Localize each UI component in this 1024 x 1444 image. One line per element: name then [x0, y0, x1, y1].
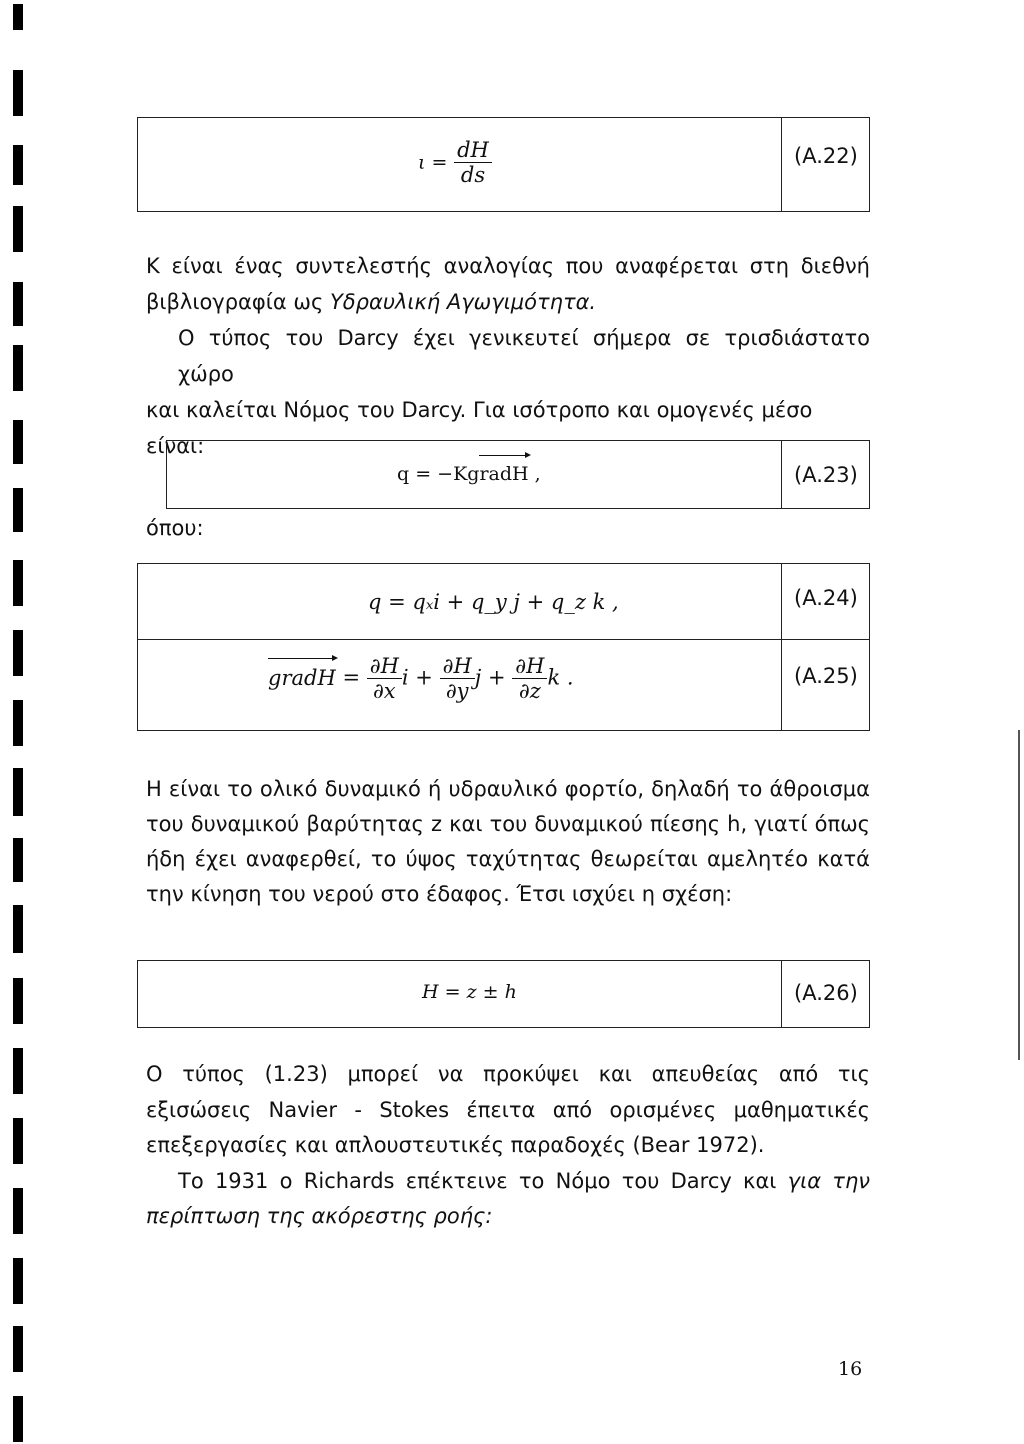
text-line: Κ είναι ένας συντελεστής αναλογίας που αναφέρεται στη διεθνή — [146, 254, 870, 278]
fraction — [512, 654, 547, 704]
equation-a23 — [397, 463, 541, 485]
fraction — [454, 138, 492, 188]
binding-mark — [13, 70, 23, 116]
binding-mark — [13, 1188, 23, 1234]
binding-mark — [13, 1326, 23, 1372]
fraction-numerator: ∂H — [512, 654, 547, 679]
fraction — [367, 654, 402, 704]
binding-mark — [13, 206, 23, 252]
paragraph-hydraulic-conductivity — [146, 248, 870, 464]
margin-rule — [1018, 730, 1020, 1060]
overline — [479, 455, 528, 456]
binding-mark — [13, 488, 23, 532]
fraction-numerator: ∂H — [440, 654, 475, 679]
binding-mark — [13, 4, 23, 30]
fraction — [440, 654, 475, 704]
equation-box-a23 — [166, 440, 870, 509]
binding-mark — [13, 978, 23, 1024]
fraction-denominator: ∂z — [518, 679, 541, 704]
text-line — [146, 284, 870, 320]
vector-arrow — [268, 658, 336, 659]
fraction-denominator: ds — [460, 163, 486, 188]
equation-number: (A.23) — [794, 463, 858, 487]
unit-vector-term: j + — [474, 665, 506, 690]
equation-box-a24-a25 — [137, 563, 870, 731]
gradient-term: gradH — [467, 463, 529, 485]
binding-mark — [13, 1118, 23, 1164]
equation-a22 — [418, 138, 492, 188]
paragraph-navier-stokes — [146, 1057, 870, 1235]
text-line: Ο τύπος (1.23) μπορεί να προκύψει και απευθείας από τις — [146, 1062, 870, 1086]
text-line: την κίνηση του νερού στο έδαφος. Έτσι ισχύει η σχέση: — [146, 882, 733, 906]
equation-number: (A.22) — [794, 144, 858, 168]
equation-separator — [781, 441, 782, 508]
binding-mark — [13, 282, 23, 326]
text-line: ήδη έχει αναφερθεί, το ύψος ταχύτητας θεωρείται αμελητέο κατά — [146, 847, 870, 871]
equation-separator — [781, 564, 782, 730]
emphasized-term: Υδραυλική Αγωγιμότητα. — [329, 290, 597, 314]
text-line — [146, 1164, 870, 1200]
equation-number: (A.26) — [794, 981, 858, 1005]
text-line: εξισώσεις Navier - Stokes έπειτα από ορισμένες μαθηματικές — [146, 1097, 870, 1122]
equation-separator — [781, 961, 782, 1027]
binding-mark — [13, 700, 23, 746]
equation-tail: , — [528, 463, 541, 485]
text-line: και καλείται Νόμος του Darcy. Για ισότροπο και ομογενές μέσο είναι: — [146, 398, 813, 458]
vector-term — [467, 463, 528, 485]
binding-mark — [13, 905, 23, 953]
equation-box-a26 — [137, 960, 870, 1028]
equation-lhs: q = −K — [397, 463, 468, 485]
equation-number: (A.25) — [794, 664, 858, 688]
unit-vector-term: i + — [401, 665, 433, 690]
equation-box-a22 — [137, 117, 870, 212]
paragraph-total-head — [146, 772, 870, 912]
equation-row-separator — [138, 639, 869, 640]
equation-a26: H = z ± h — [422, 981, 517, 1003]
text-span: Το 1931 ο Richards επέκτεινε το Νόμο του Darcy και — [178, 1168, 788, 1193]
text-span: βιβλιογραφία ως — [146, 290, 330, 314]
text-line: H είναι το ολικό δυναμικό ή υδραυλικό φορτίο, δηλαδή το άθροισμα — [146, 777, 870, 801]
text-line: του δυναμικού βαρύτητας z και του δυναμικού πίεσης h, γιατί όπως — [146, 812, 870, 836]
binding-mark — [13, 630, 23, 676]
unit-vector-term: k . — [547, 665, 574, 690]
vector-term — [268, 666, 336, 690]
binding-mark — [13, 1048, 23, 1094]
binding-mark — [13, 145, 23, 185]
binding-mark — [13, 420, 23, 464]
binding-mark — [13, 768, 23, 816]
fraction-numerator: dH — [454, 138, 492, 163]
binding-mark — [13, 1396, 23, 1442]
text-line: Ο τύπος του Darcy έχει γενικευτεί σήμερα σε τρισδιάστατο χώρο — [178, 326, 870, 386]
where-label: όπου: — [146, 516, 204, 540]
text-line: επεξεργασίες και απλουστευτικές παραδοχές (Bear 1972). — [146, 1133, 765, 1157]
equals-sign: = — [335, 665, 367, 690]
binding-mark — [13, 838, 23, 882]
emphasized-term: για την — [787, 1168, 870, 1193]
equation-separator — [781, 118, 782, 211]
binding-mark — [13, 560, 23, 606]
binding-mark — [13, 1258, 23, 1304]
binding-mark — [13, 345, 23, 391]
fraction-numerator: ∂H — [367, 654, 402, 679]
page-number: 16 — [838, 1358, 863, 1380]
fraction-denominator: ∂x — [372, 679, 396, 704]
gradient-term: gradH — [268, 665, 336, 690]
fraction-denominator: ∂y — [445, 679, 469, 704]
equation-lhs: ι = — [418, 151, 448, 174]
emphasized-line: περίπτωση της ακόρεστης ροής: — [146, 1204, 493, 1228]
equation-a24: q = qₓi + q_y j + q_z k , — [368, 590, 619, 614]
equation-a25 — [268, 654, 574, 704]
equation-number: (A.24) — [794, 586, 858, 610]
